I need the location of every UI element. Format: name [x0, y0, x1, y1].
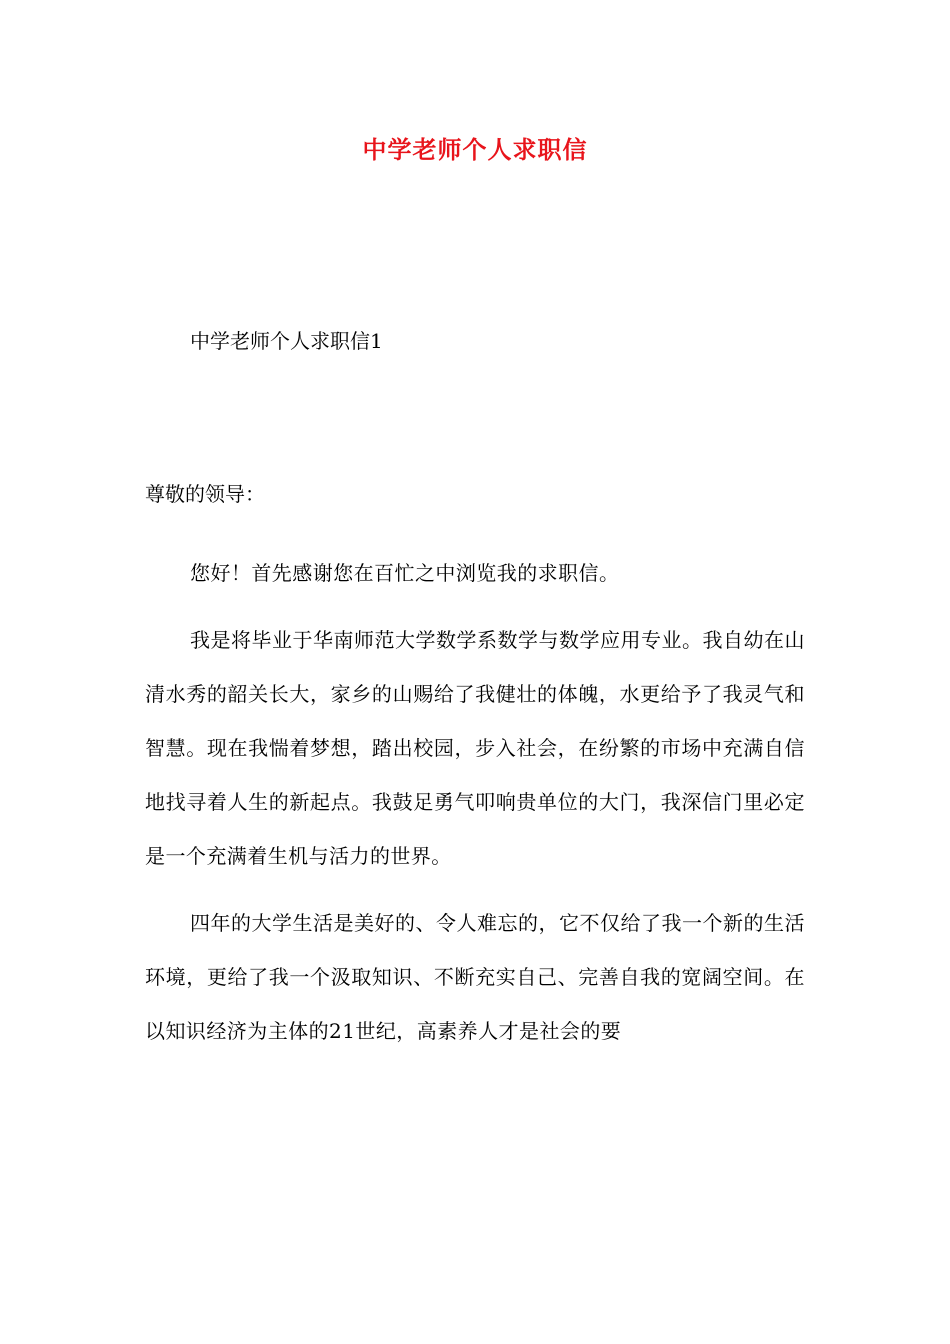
paragraph: 您好！首先感谢您在百忙之中浏览我的求职信。: [190, 561, 620, 585]
salutation: 尊敬的领导：: [145, 482, 265, 506]
paragraph: 四年的大学生活是美好的、令人难忘的，它不仅给了我一个新的生活环境，更给了我一个汲取知识、不断充实自己、完善自我的宽阔空间。在以知识经济为主体的21世纪，高素养人才是社会的要: [145, 911, 805, 1043]
paragraph: 我是将毕业于华南师范大学数学系数学与数学应用专业。我自幼在山清水秀的韶关长大，家乡的山赐给了我健壮的体魄，水更给予了我灵气和智慧。现在我惴着梦想，踏出校园，步入社会，在纷繁的市场中充满自信地找寻着人生的新起点。我鼓足勇气叩响贵单位的大门，我深信门里必定是一个充满着生机与活力的世界。: [145, 628, 805, 868]
letter-body: [145, 546, 805, 1058]
page-title: 中学老师个人求职信: [362, 135, 588, 164]
letter-subtitle: 中学老师个人求职信1: [190, 329, 383, 353]
